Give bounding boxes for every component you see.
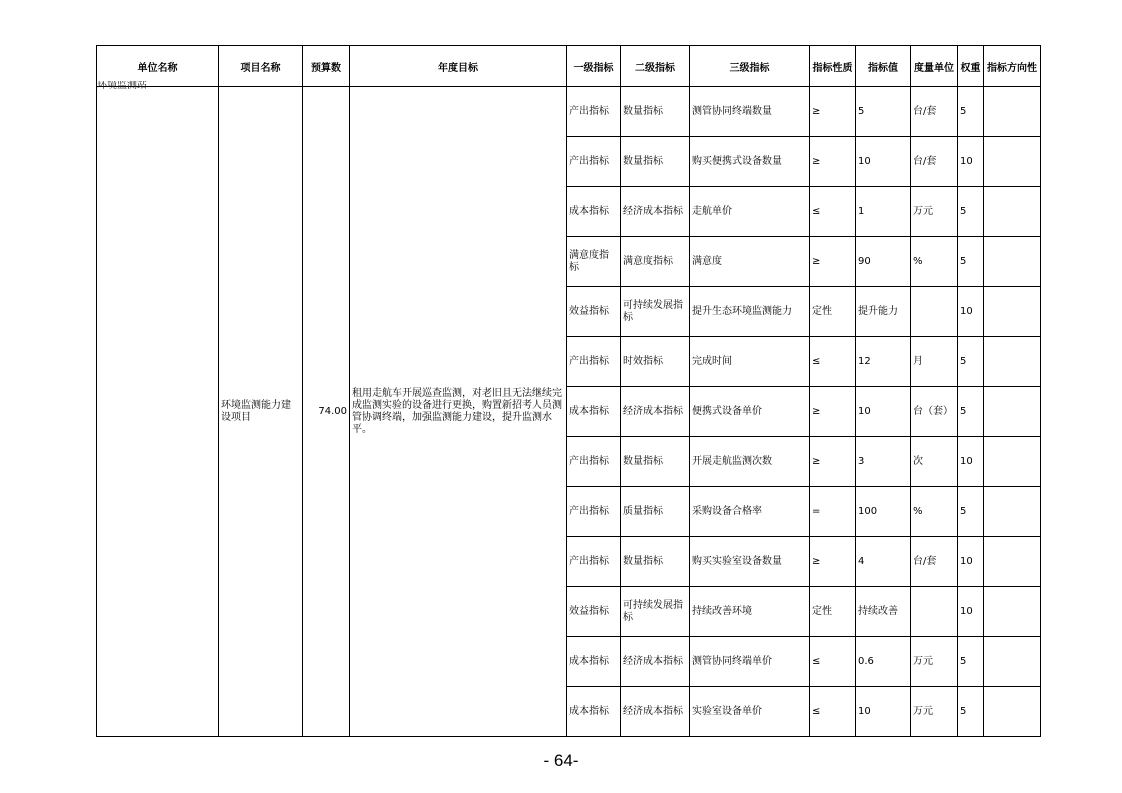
- cell-direction: [984, 187, 1041, 237]
- cell-level2: 可持续发展指标: [621, 287, 690, 337]
- cell-value: 持续改善: [856, 587, 911, 637]
- header-budget: 预算数: [303, 46, 350, 87]
- cell-level2: 经济成本指标: [621, 637, 690, 687]
- cell-direction: [984, 137, 1041, 187]
- cell-level2: 数量指标: [621, 437, 690, 487]
- cell-weight: 10: [958, 137, 984, 187]
- cell-nature: ≥: [810, 87, 856, 137]
- cell-level1: 产出指标: [567, 537, 621, 587]
- cell-level1: 效益指标: [567, 587, 621, 637]
- cell-unit: %: [911, 487, 958, 537]
- cell-level1: 产出指标: [567, 137, 621, 187]
- cell-unit: 万元: [911, 687, 958, 737]
- cell-level3: 提升生态环境监测能力: [690, 287, 810, 337]
- cell-level1: 成本指标: [567, 387, 621, 437]
- cell-weight: 10: [958, 287, 984, 337]
- cell-direction: [984, 287, 1041, 337]
- cell-weight: 5: [958, 637, 984, 687]
- cell-direction: [984, 337, 1041, 387]
- cell-level1: 产出指标: [567, 87, 621, 137]
- cell-nature: ≥: [810, 137, 856, 187]
- header-direction: 指标方向性: [984, 46, 1041, 87]
- cell-direction: [984, 437, 1041, 487]
- header-unit-name: 单位名称: [97, 46, 219, 87]
- budget-cell: 74.00: [303, 87, 350, 737]
- cell-unit: [911, 587, 958, 637]
- header-row: [97, 46, 1041, 87]
- cell-value: 10: [856, 687, 911, 737]
- cell-weight: 10: [958, 537, 984, 587]
- cell-level3: 采购设备合格率: [690, 487, 810, 537]
- cell-nature: 定性: [810, 587, 856, 637]
- cell-weight: 10: [958, 437, 984, 487]
- cell-level2: 数量指标: [621, 137, 690, 187]
- cell-level2: 经济成本指标: [621, 687, 690, 737]
- cell-level3: 完成时间: [690, 337, 810, 387]
- unit-name-cutoff: 环境监测站: [97, 81, 147, 89]
- cell-level1: 效益指标: [567, 287, 621, 337]
- cell-level2: 经济成本指标: [621, 387, 690, 437]
- cell-level1: 满意度指标: [567, 237, 621, 287]
- cell-direction: [984, 687, 1041, 737]
- cell-level3: 开展走航监测次数: [690, 437, 810, 487]
- cell-unit: 台/套: [911, 137, 958, 187]
- cell-value: 提升能力: [856, 287, 911, 337]
- cell-value: 10: [856, 137, 911, 187]
- header-project-name: 项目名称: [219, 46, 303, 87]
- header-unit: 度量单位: [911, 46, 958, 87]
- cell-weight: 5: [958, 387, 984, 437]
- cell-direction: [984, 387, 1041, 437]
- cell-level3: 测管协同终端单价: [690, 637, 810, 687]
- cell-level1: 产出指标: [567, 437, 621, 487]
- cell-level1: 产出指标: [567, 487, 621, 537]
- cell-level3: 持续改善环境: [690, 587, 810, 637]
- cell-weight: 5: [958, 237, 984, 287]
- cell-unit: 台/套: [911, 87, 958, 137]
- cell-direction: [984, 487, 1041, 537]
- cell-nature: ≥: [810, 237, 856, 287]
- cell-direction: [984, 637, 1041, 687]
- cell-direction: [984, 237, 1041, 287]
- cell-value: 4: [856, 537, 911, 587]
- annual-goal-cell: 租用走航车开展巡查监测，对老旧且无法继续完成监测实验的设备进行更换，购置新招考人员测管协调终端，加强监测能力建设，提升监测水平。: [350, 87, 567, 737]
- cell-level1: 产出指标: [567, 337, 621, 387]
- header-level1: 一级指标: [567, 46, 621, 87]
- cell-nature: ≥: [810, 387, 856, 437]
- cell-level2: 数量指标: [621, 87, 690, 137]
- cell-weight: 5: [958, 87, 984, 137]
- cell-weight: 5: [958, 687, 984, 737]
- cell-nature: 定性: [810, 287, 856, 337]
- page-number: - 64-: [543, 751, 579, 770]
- cell-weight: 5: [958, 337, 984, 387]
- cell-value: 10: [856, 387, 911, 437]
- cell-value: 3: [856, 437, 911, 487]
- cell-nature: ≥: [810, 537, 856, 587]
- cell-level2: 质量指标: [621, 487, 690, 537]
- cell-nature: ≥: [810, 437, 856, 487]
- cell-level2: 满意度指标: [621, 237, 690, 287]
- header-level2: 二级指标: [621, 46, 690, 87]
- cell-direction: [984, 537, 1041, 587]
- cell-weight: 10: [958, 587, 984, 637]
- cell-level3: 走航单价: [690, 187, 810, 237]
- cell-unit: 台/套: [911, 537, 958, 587]
- header-weight: 权重: [958, 46, 984, 87]
- header-level3: 三级指标: [690, 46, 810, 87]
- cell-nature: ≤: [810, 187, 856, 237]
- performance-table: [96, 45, 1041, 737]
- cell-value: 12: [856, 337, 911, 387]
- cell-level3: 测管协同终端数量: [690, 87, 810, 137]
- cell-value: 0.6: [856, 637, 911, 687]
- cell-unit: [911, 287, 958, 337]
- cell-level1: 成本指标: [567, 637, 621, 687]
- cell-level3: 便携式设备单价: [690, 387, 810, 437]
- cell-level3: 购买实验室设备数量: [690, 537, 810, 587]
- cell-value: 1: [856, 187, 911, 237]
- cell-level1: 成本指标: [567, 187, 621, 237]
- cell-value: 90: [856, 237, 911, 287]
- cell-direction: [984, 87, 1041, 137]
- unit-name-cell: [97, 81, 219, 737]
- cell-level1: 成本指标: [567, 687, 621, 737]
- header-value: 指标值: [856, 46, 911, 87]
- cell-level3: 购买便携式设备数量: [690, 137, 810, 187]
- cell-unit: 万元: [911, 187, 958, 237]
- cell-unit: 万元: [911, 637, 958, 687]
- cell-level2: 数量指标: [621, 537, 690, 587]
- cell-level2: 经济成本指标: [621, 187, 690, 237]
- cell-unit: 月: [911, 337, 958, 387]
- cell-nature: ≤: [810, 337, 856, 387]
- project-name-cell: 环境监测能力建设项目: [219, 87, 303, 737]
- cell-value: 100: [856, 487, 911, 537]
- cell-direction: [984, 587, 1041, 637]
- cell-level3: 满意度: [690, 237, 810, 287]
- table-row: [97, 87, 1041, 137]
- cell-weight: 5: [958, 487, 984, 537]
- cell-level3: 实验室设备单价: [690, 687, 810, 737]
- cell-nature: ≤: [810, 637, 856, 687]
- cell-unit: %: [911, 237, 958, 287]
- cell-value: 5: [856, 87, 911, 137]
- cell-level2: 时效指标: [621, 337, 690, 387]
- cell-unit: 次: [911, 437, 958, 487]
- cell-nature: =: [810, 487, 856, 537]
- header-annual-goal: 年度目标: [350, 46, 567, 87]
- cell-level2: 可持续发展指标: [621, 587, 690, 637]
- header-nature: 指标性质: [810, 46, 856, 87]
- cell-nature: ≤: [810, 687, 856, 737]
- cell-weight: 5: [958, 187, 984, 237]
- cell-unit: 台（套）: [911, 387, 958, 437]
